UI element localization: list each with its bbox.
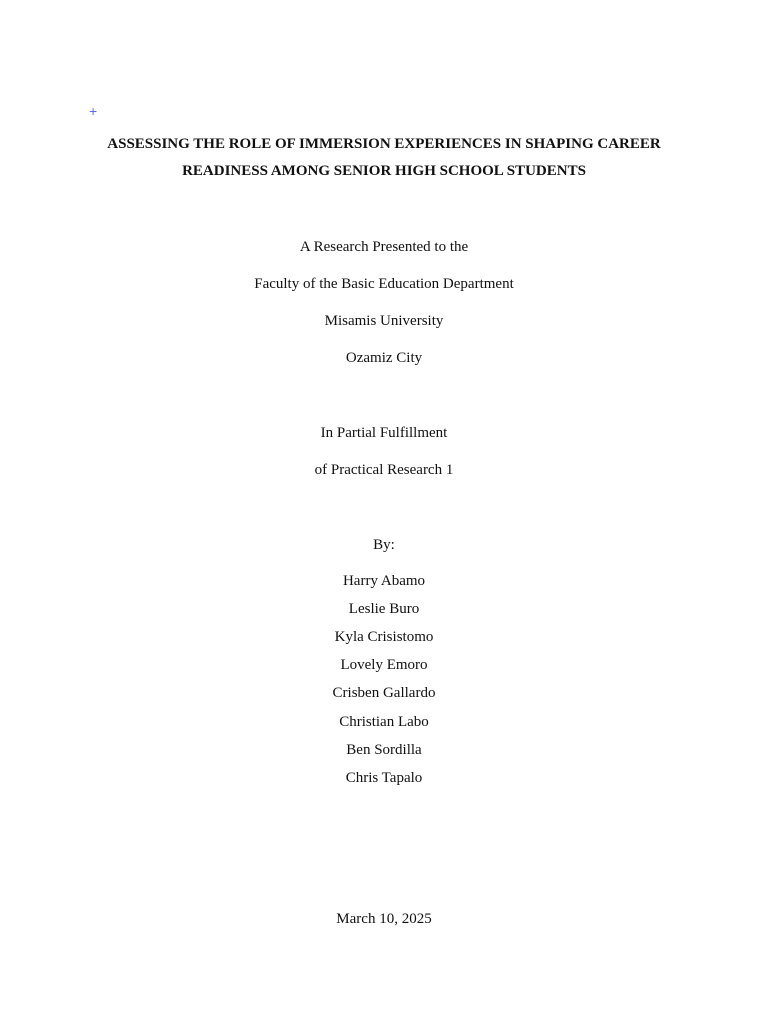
author-name: Crisben Gallardo <box>332 685 436 701</box>
author-name: Ben Sordilla <box>346 742 422 758</box>
author-name: Christian Labo <box>339 714 429 730</box>
anchor-marker-icon: + <box>89 103 98 119</box>
author-name: Leslie Buro <box>348 601 420 617</box>
course-line: of Practical Research 1 <box>314 462 454 478</box>
city-line: Ozamiz City <box>345 350 423 366</box>
university-line: Misamis University <box>324 313 444 329</box>
author-name: Harry Abamo <box>342 573 426 589</box>
fulfillment-line: In Partial Fulfillment <box>320 425 448 441</box>
document-date: March 10, 2025 <box>336 911 432 927</box>
author-name: Chris Tapalo <box>345 770 423 786</box>
author-name: Lovely Emoro <box>340 657 428 673</box>
title-line-1: ASSESSING THE ROLE OF IMMERSION EXPERIENCES IN SHAPING CAREER <box>107 136 661 152</box>
faculty-line: Faculty of the Basic Education Department <box>254 276 514 292</box>
title-line-2: READINESS AMONG SENIOR HIGH SCHOOL STUDENTS <box>182 163 586 179</box>
author-name: Kyla Crisistomo <box>334 629 434 645</box>
presented-to-line: A Research Presented to the <box>299 239 469 255</box>
by-label: By: <box>373 537 395 553</box>
